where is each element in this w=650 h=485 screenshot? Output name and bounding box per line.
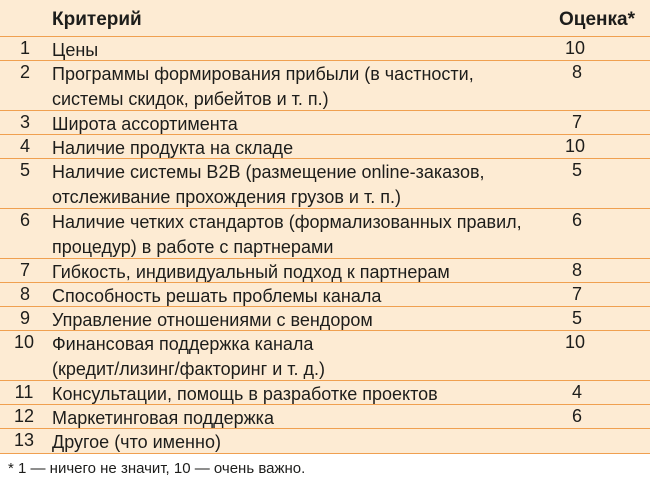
table-row — [0, 135, 650, 159]
score-value: 5 — [571, 308, 582, 328]
table-row — [0, 405, 650, 429]
row-number: 13 — [13, 430, 35, 450]
row-number: 8 — [19, 284, 30, 304]
score-value: 10 — [564, 136, 586, 156]
table-row — [0, 159, 650, 209]
table-row — [0, 259, 650, 283]
table-row — [0, 307, 650, 331]
score-value: 8 — [571, 62, 582, 82]
score-value: 4 — [571, 382, 582, 402]
criterion-text: Способность решать проблемы канала — [52, 286, 382, 306]
score-value: 6 — [571, 210, 582, 230]
table-row — [0, 429, 650, 454]
row-number: 11 — [14, 382, 34, 402]
score-value: 7 — [571, 284, 582, 304]
table-row — [0, 111, 650, 135]
criterion-text: Управление отношениями с вендором — [52, 310, 373, 330]
table-header — [0, 0, 650, 37]
criterion-text: Программы формирования прибыли (в частности, системы скидок, рибейтов и т. п.) — [52, 64, 474, 109]
criterion-text: Наличие четких стандартов (формализованных правил, процедур) в работе с партнерами — [52, 212, 522, 257]
table-row — [0, 61, 650, 111]
criterion-text: Другое (что именно) — [52, 432, 221, 452]
row-number: 7 — [19, 260, 30, 280]
criterion-text: Наличие системы B2B (размещение online-заказов, отслеживание прохождения грузов и т. п.) — [52, 162, 485, 207]
score-value: 5 — [571, 160, 582, 180]
table-row — [0, 331, 650, 381]
criterion-text: Цены — [52, 40, 99, 60]
criterion-text: Наличие продукта на складе — [52, 138, 294, 158]
row-number: 6 — [19, 210, 30, 230]
criterion-text: Консультации, помощь в разработке проектов — [52, 384, 438, 404]
row-number: 12 — [13, 406, 35, 426]
criterion-text: Финансовая поддержка канала (кредит/лизинг/факторинг и т. д.) — [52, 334, 325, 379]
table-row — [0, 283, 650, 307]
row-number: 2 — [19, 62, 30, 82]
row-number: 4 — [19, 136, 30, 156]
criterion-text: Широта ассортимента — [52, 114, 238, 134]
row-number: 10 — [13, 332, 35, 352]
score-value: 10 — [564, 332, 586, 352]
score-value: 6 — [571, 406, 582, 426]
score-value: 10 — [564, 38, 586, 58]
footnote: * 1 — ничего не значит, 10 — очень важно. — [8, 460, 306, 477]
criterion-text: Маркетинговая поддержка — [52, 408, 274, 428]
table-row — [0, 37, 650, 61]
criterion-column-header: Критерий — [52, 9, 142, 30]
table-row — [0, 209, 650, 259]
score-column-header: Оценка* — [559, 9, 635, 30]
row-number: 5 — [19, 160, 30, 180]
row-number: 9 — [19, 308, 30, 328]
score-value: 8 — [571, 260, 582, 280]
score-value: 7 — [571, 112, 582, 132]
criterion-text: Гибкость, индивидуальный подход к партнерам — [52, 262, 450, 282]
row-number: 1 — [19, 38, 30, 58]
table-row — [0, 381, 650, 405]
row-number: 3 — [19, 112, 30, 132]
